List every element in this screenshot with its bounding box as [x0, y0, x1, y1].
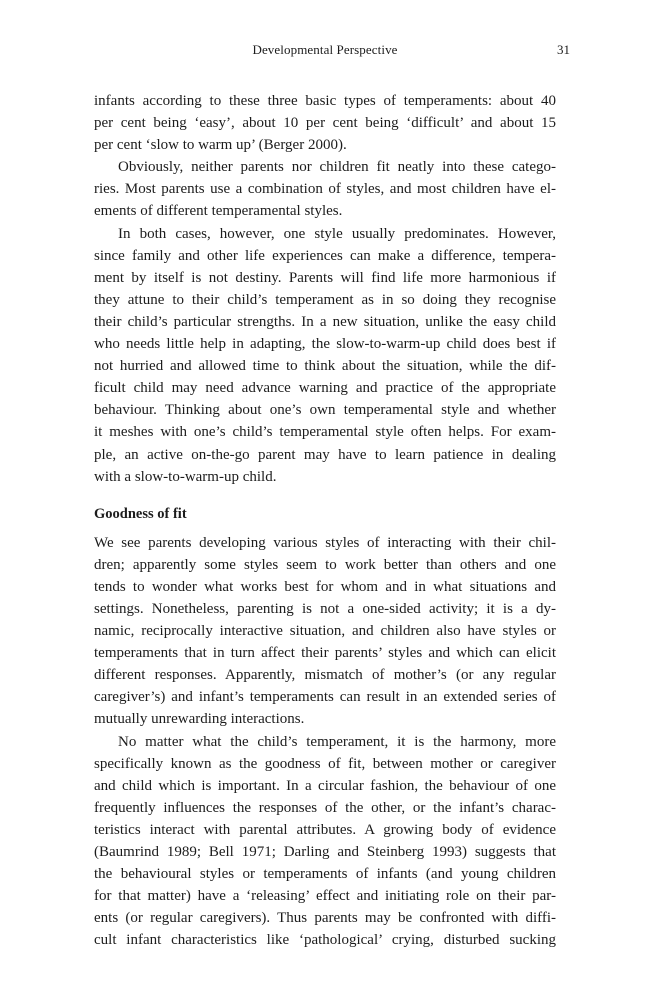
paragraph — [94, 156, 556, 222]
running-title: Developmental Perspective — [252, 42, 398, 57]
text-line: frequently influences the responses of the other, or the infant’s charac- — [94, 799, 556, 816]
text-line: ficult child may need advance warning and practice of the appropriate — [94, 380, 556, 397]
text-line: temperaments that in turn affect their parents’ styles and which can elicit — [94, 645, 556, 662]
text-line: dren; apparently some styles seem to work better than others and one — [94, 556, 556, 573]
paragraph — [94, 223, 556, 488]
text-line: namic, reciprocally interactive situation, and children also have styles or — [94, 623, 556, 640]
text-line: who needs little help in adapting, the slow-to-warm-up child does best if — [94, 336, 556, 353]
text-line: ements of different temperamental styles. — [94, 203, 343, 220]
text-line: settings. Nonetheless, parenting is not a one-sided activity; it is a dy- — [94, 600, 556, 617]
text-line: their child’s particular strengths. In a new situation, unlike the easy child — [94, 313, 556, 330]
text-line: cult infant characteristics like ‘pathological’ crying, disturbed sucking — [94, 932, 556, 949]
text-line: not hurried and allowed time to think about the situation, while the dif- — [94, 358, 556, 375]
text-line: caregiver’s) and infant’s temperaments can result in an extended series of — [94, 689, 556, 706]
text-line: it meshes with one’s child’s temperamental style often helps. For exam- — [94, 424, 556, 441]
text-line: ment by itself is not destiny. Parents will find life more harmonious if — [94, 269, 556, 286]
section-heading: Goodness of fit — [94, 505, 187, 522]
page-number: 31 — [557, 42, 570, 57]
text-line: tends to wonder what works best for whom and in what situations and — [94, 578, 556, 595]
section-spacer — [94, 488, 556, 502]
text-line: they attune to their child’s temperament as in so doing they recognise — [94, 291, 556, 308]
text-line: for that matter) have a ‘releasing’ effect and initiating role on their par- — [94, 888, 556, 905]
text-line: with a slow-to-warm-up child. — [94, 468, 277, 485]
text-line: No matter what the child’s temperament, it is the harmony, more — [118, 733, 556, 750]
paragraph — [94, 731, 556, 952]
text-line: mutually unrewarding interactions. — [94, 711, 305, 728]
text-line: different responses. Apparently, mismatch of mother’s (or any regular — [94, 667, 556, 684]
text-line: We see parents developing various styles of interacting with their chil- — [94, 534, 556, 551]
text-line: since family and other life experiences can make a difference, tempera- — [94, 247, 556, 264]
text-line: the behavioural styles or temperaments of infants (and young children — [94, 866, 556, 883]
text-line: per cent being ‘easy’, about 10 per cent being ‘difficult’ and about 15 — [94, 115, 556, 132]
text-line: (Baumrind 1989; Bell 1971; Darling and Steinberg 1993) suggests that — [94, 844, 556, 860]
paragraph — [94, 90, 556, 156]
text-line: behaviour. Thinking about one’s own temperamental style and whether — [94, 402, 556, 419]
text-line: infants according to these three basic types of temperaments: about 40 — [94, 93, 556, 109]
text-line: In both cases, however, one style usually predominates. However, — [118, 225, 556, 242]
text-line: per cent ‘slow to warm up’ (Berger 2000). — [94, 137, 347, 154]
text-line: ries. Most parents use a combination of styles, and most children have el- — [94, 181, 556, 198]
text-line: specifically known as the goodness of fit, between mother or caregiver — [94, 755, 556, 772]
text-line: ents (or regular caregivers). Thus parents may be confronted with diffi- — [94, 910, 556, 927]
text-line: and child which is important. In a circular fashion, the behaviour of one — [94, 777, 556, 794]
text-line: ple, an active on-the-go parent may have to learn patience in dealing — [94, 446, 556, 463]
body-text — [94, 90, 556, 951]
text-line: Obviously, neither parents nor children fit neatly into these catego- — [118, 159, 556, 176]
text-line: teristics interact with parental attributes. A growing body of evidence — [94, 821, 556, 838]
running-header — [0, 40, 666, 60]
paragraph — [94, 532, 556, 731]
